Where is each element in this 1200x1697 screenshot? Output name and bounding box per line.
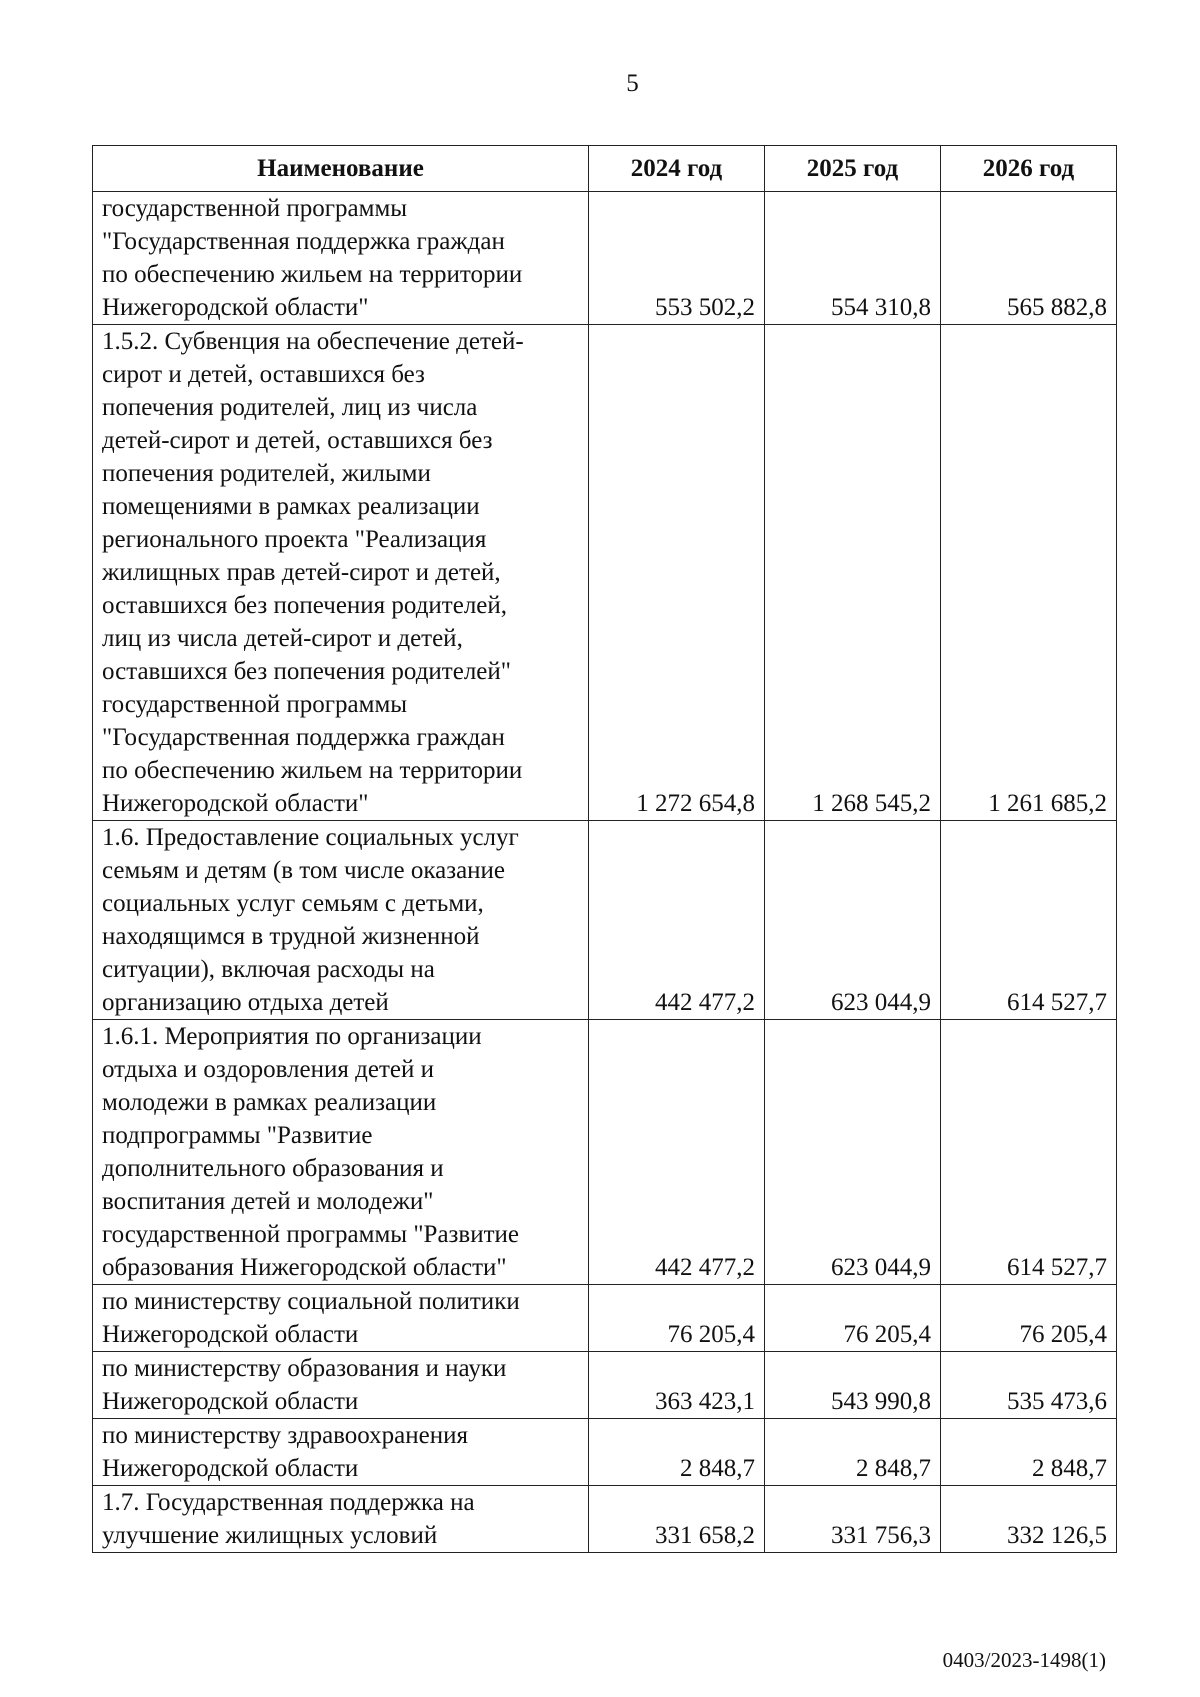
value-2024: 2 848,7 bbox=[589, 1419, 765, 1486]
row-name: 1.6.1. Мероприятия по организации отдыха и оздоровления детей и молодежи в рамках реализации подпрограммы "Развитие дополнительного образования и воспитания детей и молодежи" государственной программы "Развитие образования Нижегородской области" bbox=[93, 1020, 589, 1285]
table-row bbox=[93, 1486, 1117, 1553]
table-row bbox=[93, 1352, 1117, 1419]
row-name: 1.7. Государственная поддержка на улучшение жилищных условий bbox=[93, 1486, 589, 1553]
table-row bbox=[93, 1285, 1117, 1352]
value-2025: 76 205,4 bbox=[765, 1285, 941, 1352]
header-name: Наименование bbox=[93, 146, 589, 192]
value-2026: 2 848,7 bbox=[941, 1419, 1117, 1486]
table-row bbox=[93, 325, 1117, 821]
value-2024: 1 272 654,8 bbox=[589, 325, 765, 821]
value-2026: 614 527,7 bbox=[941, 821, 1117, 1020]
table-row bbox=[93, 821, 1117, 1020]
table-body bbox=[93, 192, 1117, 1553]
value-2026: 614 527,7 bbox=[941, 1020, 1117, 1285]
header-row bbox=[93, 146, 1117, 192]
header-2026: 2026 год bbox=[941, 146, 1117, 192]
value-2025: 623 044,9 bbox=[765, 1020, 941, 1285]
table-header bbox=[93, 146, 1117, 192]
row-name: 1.6. Предоставление социальных услуг семьям и детям (в том числе оказание социальных услуг семьям с детьми, находящимся в трудной жизненной ситуации), включая расходы на организацию отдыха детей bbox=[93, 821, 589, 1020]
header-2024: 2024 год bbox=[589, 146, 765, 192]
value-2024: 76 205,4 bbox=[589, 1285, 765, 1352]
value-2025: 2 848,7 bbox=[765, 1419, 941, 1486]
value-2026: 332 126,5 bbox=[941, 1486, 1117, 1553]
value-2025: 543 990,8 bbox=[765, 1352, 941, 1419]
value-2025: 554 310,8 bbox=[765, 192, 941, 325]
row-name: 1.5.2. Субвенция на обеспечение детей- сирот и детей, оставшихся без попечения родителей, лиц из числа детей-сирот и детей, оставшихся без попечения родителей, жилыми помещениями в рамках реализации регионального проекта "Реализация жилищных прав детей-сирот и детей, оставшихся без попечения родителей, лиц из числа детей-сирот и детей, оставшихся без попечения родителей" государственной программы "Государственная поддержка граждан по обеспечению жильем на территории Нижегородской области" bbox=[93, 325, 589, 821]
table-row bbox=[93, 1020, 1117, 1285]
value-2026: 76 205,4 bbox=[941, 1285, 1117, 1352]
value-2026: 535 473,6 bbox=[941, 1352, 1117, 1419]
value-2025: 1 268 545,2 bbox=[765, 325, 941, 821]
row-name: государственной программы "Государственная поддержка граждан по обеспечению жильем на территории Нижегородской области" bbox=[93, 192, 589, 325]
table-row bbox=[93, 192, 1117, 325]
header-2025: 2025 год bbox=[765, 146, 941, 192]
row-name: по министерству социальной политики Нижегородской области bbox=[93, 1285, 589, 1352]
table-row bbox=[93, 1419, 1117, 1486]
value-2024: 442 477,2 bbox=[589, 1020, 765, 1285]
row-name: по министерству здравоохранения Нижегородской области bbox=[93, 1419, 589, 1486]
row-name: по министерству образования и науки Нижегородской области bbox=[93, 1352, 589, 1419]
document-code: 0403/2023-1498(1) bbox=[942, 1648, 1106, 1672]
value-2024: 363 423,1 bbox=[589, 1352, 765, 1419]
value-2025: 623 044,9 bbox=[765, 821, 941, 1020]
value-2024: 442 477,2 bbox=[589, 821, 765, 1020]
value-2024: 331 658,2 bbox=[589, 1486, 765, 1553]
value-2025: 331 756,3 bbox=[765, 1486, 941, 1553]
value-2026: 1 261 685,2 bbox=[941, 325, 1117, 821]
budget-table bbox=[92, 145, 1117, 1553]
value-2026: 565 882,8 bbox=[941, 192, 1117, 325]
value-2024: 553 502,2 bbox=[589, 192, 765, 325]
page-number: 5 bbox=[626, 70, 639, 97]
